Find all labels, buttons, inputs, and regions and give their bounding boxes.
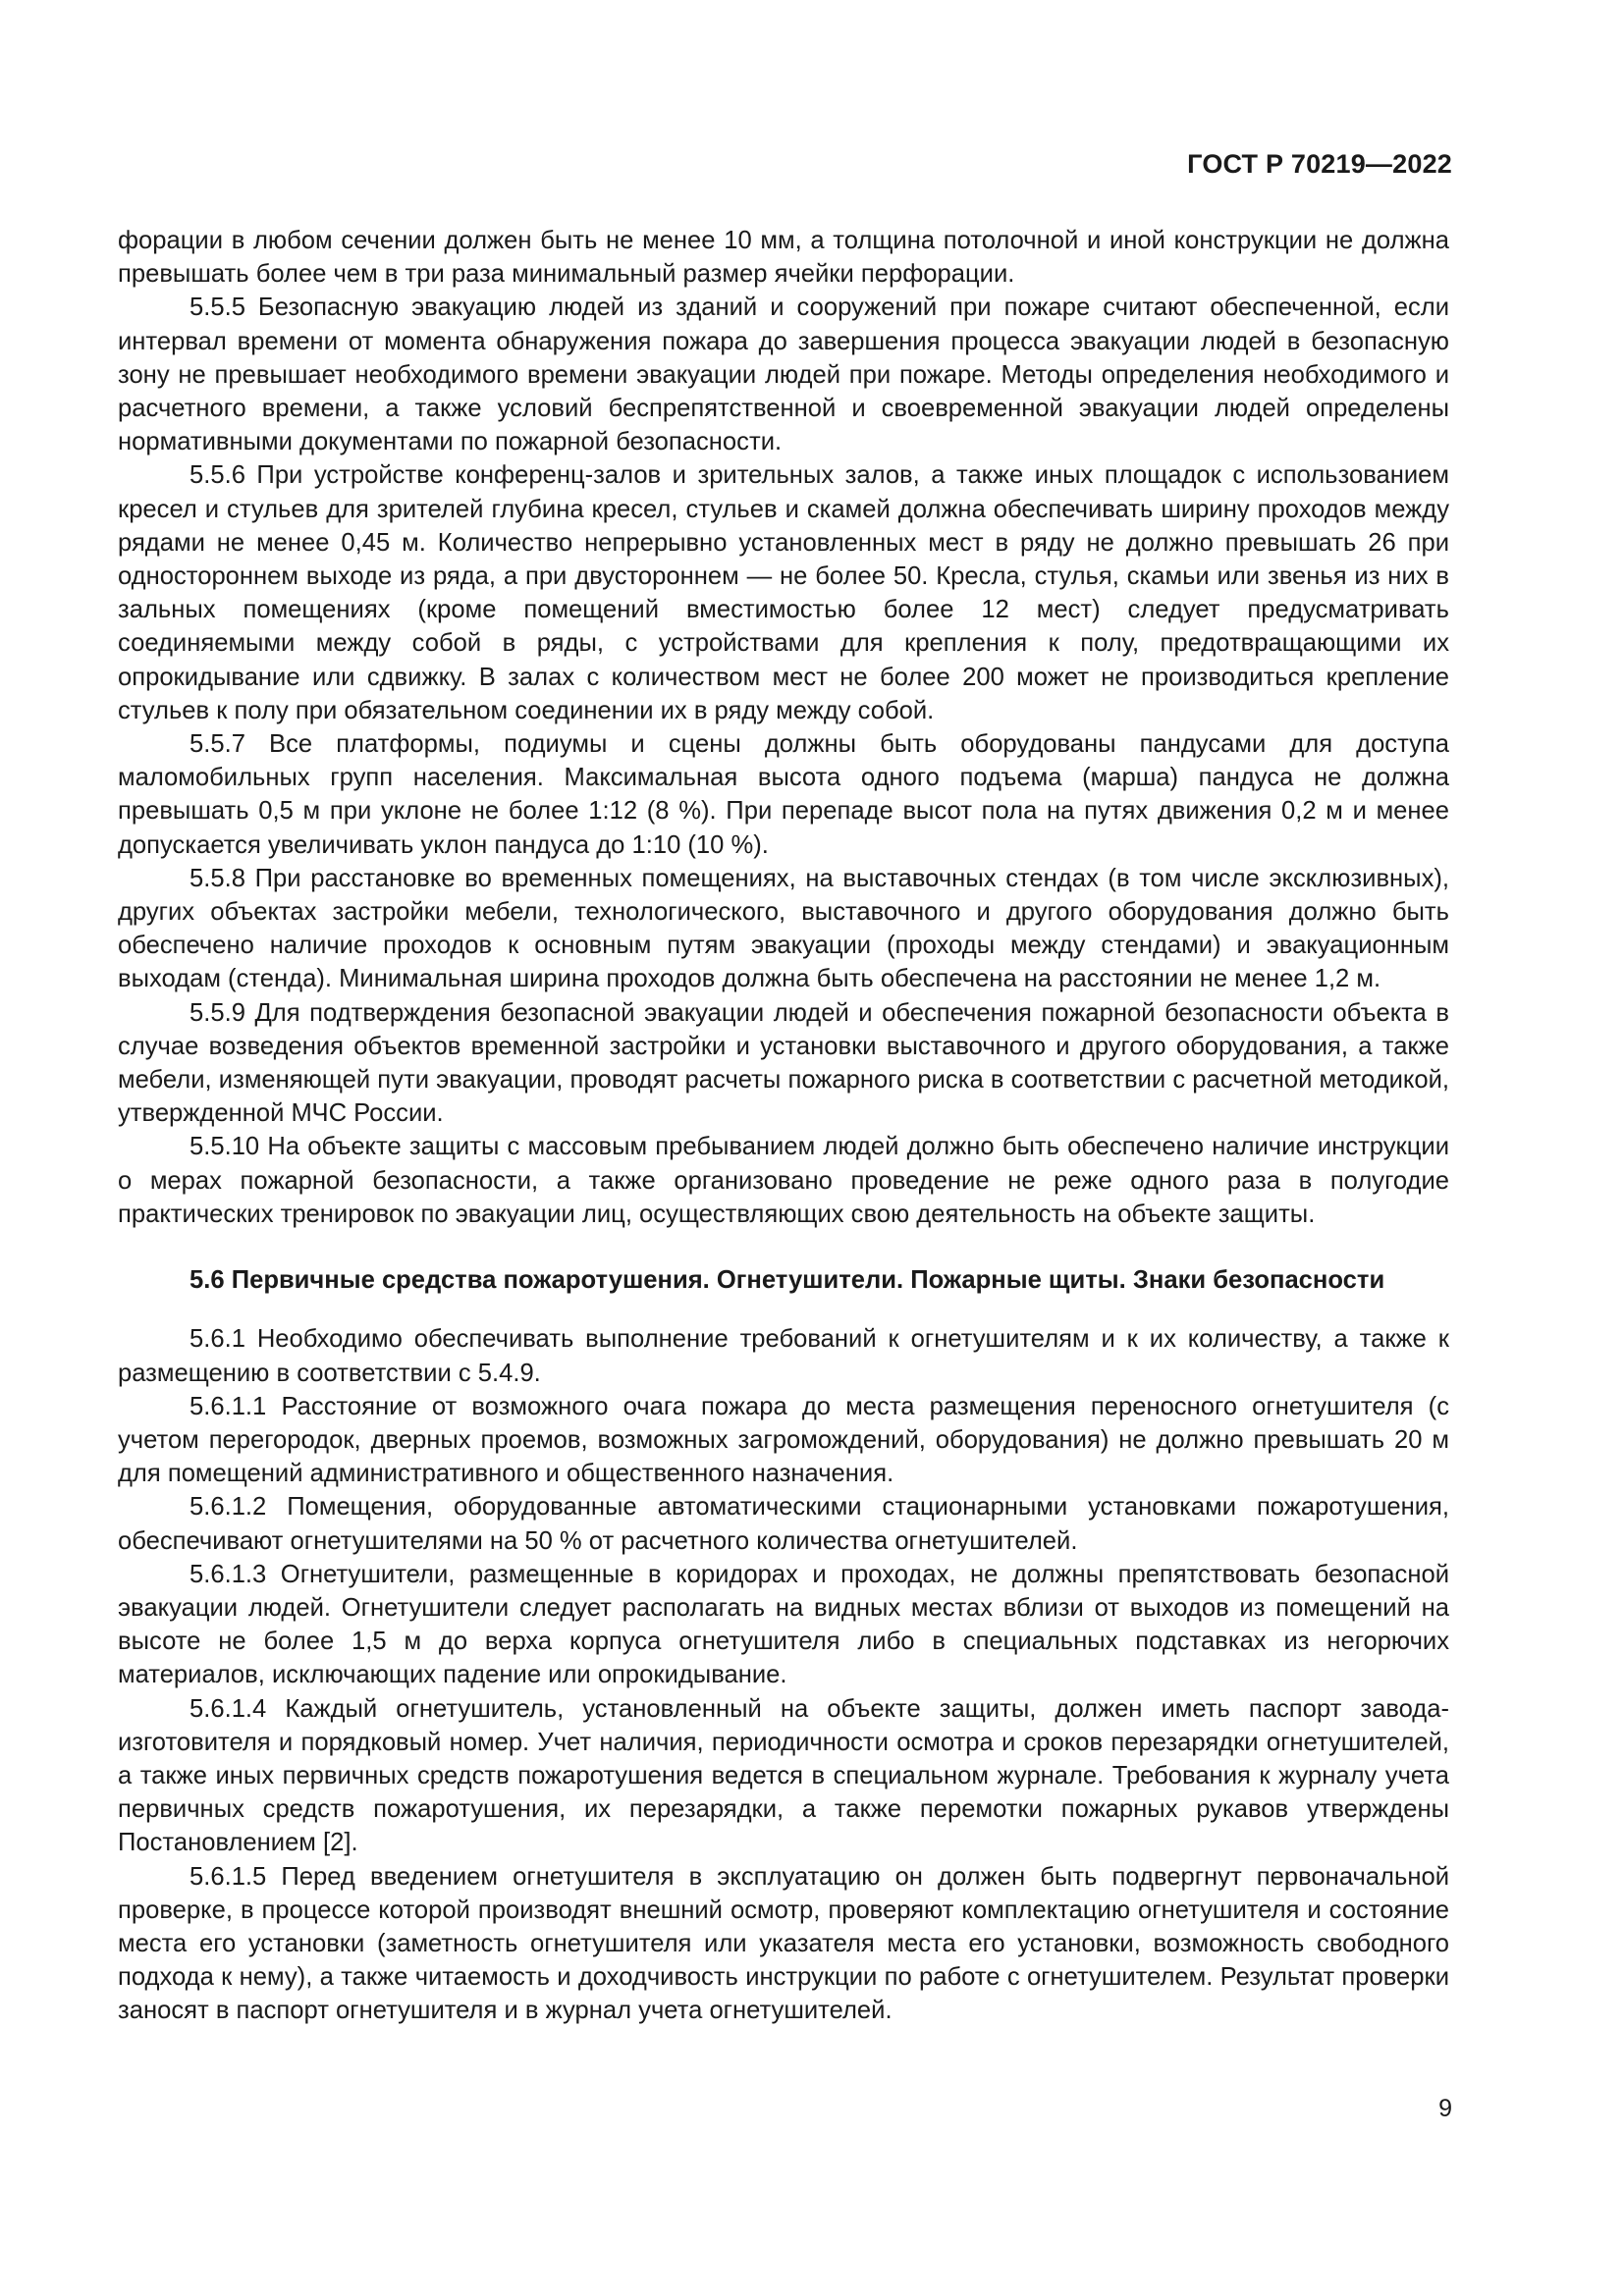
paragraph-5-6-1-5: 5.6.1.5 Перед введением огнетушителя в эксплуатацию он должен быть подвергнут первоначальной проверке, в процессе которой производят внешний осмотр, проверяют комплектацию огнетушителя и состояние места его установки (заметность огнетушителя или указателя места его установки, возможность свободного подхода к нему), а также читаемость и доходчивость инструкции по работе с огнетушителем. Результат проверки заносят в паспорт огнетушителя и в журнал учета огнетушителей.	[118, 1862, 1449, 2025]
paragraph-continuation: форации в любом сечении должен быть не менее 10 мм, а толщина потолочной и иной конструкции не должна превышать более чем в три раза минимальный размер ячейки перфорации.	[118, 227, 1449, 289]
paragraph-5-6-1-3: 5.6.1.3 Огнетушители, размещенные в коридорах и проходах, не должны препятствовать безопасной эвакуации людей. Огнетушители следует располагать на видных местах вблизи от выходов из помещений на высоте не более 1,5 м до верха корпуса огнетушителя либо в специальных подставках из негорючих материалов, исключающих падение или опрокидывание.	[118, 1560, 1449, 1689]
paragraph-5-5-8: 5.5.8 При расстановке во временных помещениях, на выставочных стендах (в том числе эксклюзивных), других объектах застройки мебели, технологического, выставочного и другого оборудования должно быть обеспечено наличие проходов к основным путям эвакуации (проходы между стендами) и эвакуационным выходам (стенда). Минимальная ширина проходов должна быть обеспечена на расстоянии не менее 1,2 м.	[118, 864, 1449, 993]
paragraph-5-5-5: 5.5.5 Безопасную эвакуацию людей из зданий и сооружений при пожаре считают обеспеченной, если интервал времени от момента обнаружения пожара до завершения процесса эвакуации людей в безопасную зону не превышает необходимого времени эвакуации людей при пожаре. Методы определения необходимого и расчетного времени, а также условий беспрепятственной и своевременной эвакуации людей определены нормативными документами по пожарной безопасности.	[118, 294, 1449, 456]
paragraph-5-6-1-2: 5.6.1.2 Помещения, оборудованные автоматическими стационарными установками пожаротушения, обеспечивают огнетушителями на 50 % от расчетного количества огнетушителей.	[118, 1493, 1449, 1555]
paragraph-5-6-1-1: 5.6.1.1 Расстояние от возможного очага пожара до места размещения переносного огнетушителя (с учетом перегородок, дверных проемов, возможных загромождений, оборудования) не должно превышать 20 м для помещений административного и общественного назначения.	[118, 1392, 1449, 1488]
paragraph-5-5-6: 5.5.6 При устройстве конференц-залов и зрительных залов, а также иных площадок с использованием кресел и стульев для зрителей глубина кресел, стульев и скамей должна обеспечивать ширину проходов между рядами не менее 0,45 м. Количество непрерывно установленных мест в ряду не должно превышать 26 при одностороннем выходе из ряда, а при двустороннем — не более 50. Кресла, стулья, скамьи или звенья из них в зальных помещениях (кроме помещений вместимостью более 12 мест) следует предусматривать соединяемыми между собой в ряды, с устройствами для крепления к полу, предотвращающими их опрокидывание или сдвижку. В залах с количеством мест не более 200 может не производиться крепление стульев к полу при обязательном соединении их в ряду между собой.	[118, 461, 1449, 724]
paragraph-5-6-1-4: 5.6.1.4 Каждый огнетушитель, установленный на объекте защиты, должен иметь паспорт завода-изготовителя и порядковый номер. Учет наличия, периодичности осмотра и сроков перезарядки огнетушителей, а также иных первичных средств пожаротушения ведется в специальном журнале. Требования к журналу учета первичных средств пожаротушения, их перезарядки, а также перемотки пожарных рукавов утверждены Постановлением [2].	[118, 1694, 1449, 1857]
paragraph-5-5-10: 5.5.10 На объекте защиты с массовым пребыванием людей должно быть обеспечено наличие инструкции о мерах пожарной безопасности, а также организовано проведение не реже одного раза в полугодие практических тренировок по эвакуации лиц, осуществляющих свою деятельность на объекте защиты.	[118, 1133, 1449, 1228]
section-heading-5-6: 5.6 Первичные средства пожаротушения. Огнетушители. Пожарные щиты. Знаки безопасности	[189, 1266, 1385, 1295]
document-body	[118, 224, 1449, 2028]
document-code: ГОСТ Р 70219—2022	[1187, 149, 1452, 179]
paragraph-5-5-9: 5.5.9 Для подтверждения безопасной эвакуации людей и обеспечения пожарной безопасности объекта в случае возведения объектов временной застройки и установки выставочного и другого оборудования, а также мебели, изменяющей пути эвакуации, проводят расчеты пожарного риска в соответствии с расчетной методикой, утвержденной МЧС России.	[118, 998, 1449, 1128]
paragraph-5-5-7: 5.5.7 Все платформы, подиумы и сцены должны быть оборудованы пандусами для доступа маломобильных групп населения. Максимальная высота одного подъема (марша) пандуса не должна превышать 0,5 м при уклоне не более 1:12 (8 %). При перепаде высот пола на путях движения 0,2 м и менее допускается увеличивать уклон пандуса до 1:10 (10 %).	[118, 730, 1449, 859]
paragraph-5-6-1: 5.6.1 Необходимо обеспечивать выполнение требований к огнетушителям и к их количеству, а также к размещению в соответствии с 5.4.9.	[118, 1325, 1449, 1387]
page-number: 9	[1438, 2095, 1452, 2122]
